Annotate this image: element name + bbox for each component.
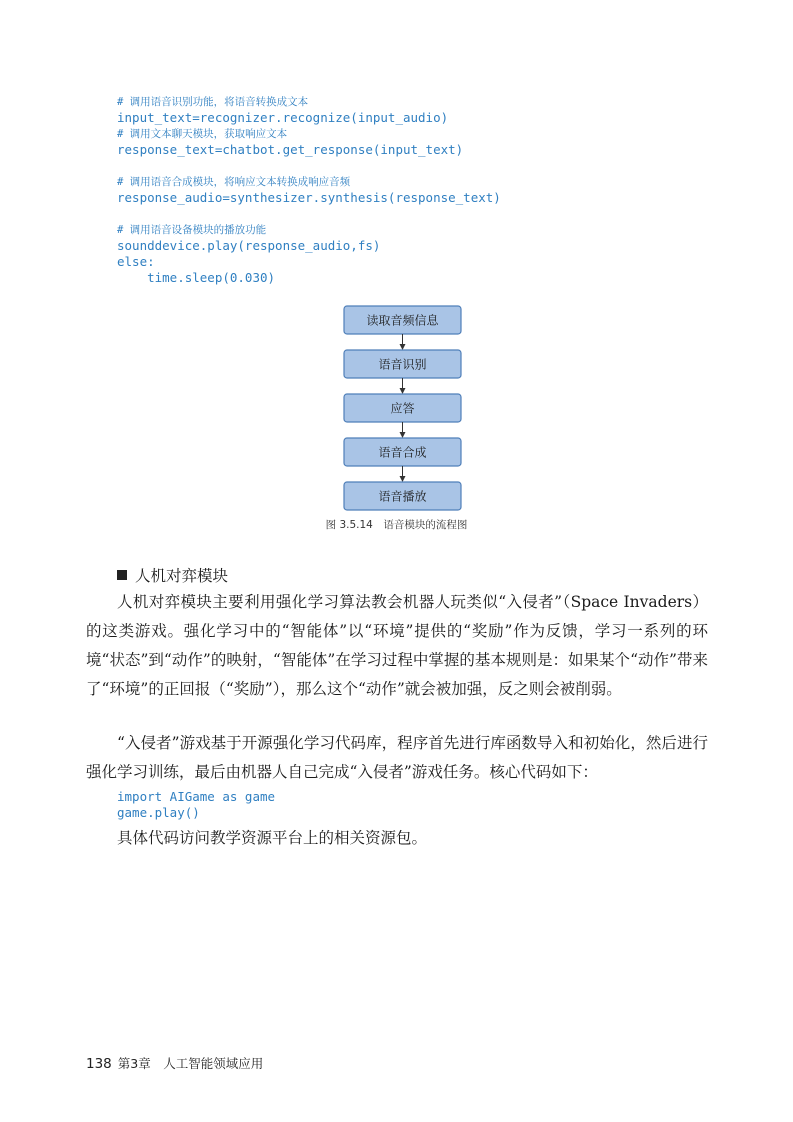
code-line: input_text=recognizer.recognize(input_audio) <box>117 110 449 125</box>
code-line: sounddevice.play(response_audio,fs) <box>117 238 381 253</box>
flow-label: 读取音频信息 <box>366 313 439 328</box>
code-block-game <box>117 789 275 821</box>
code-line: import AIGame as game <box>117 789 276 804</box>
figure-caption: 图 3.5.14 语音模块的流程图 <box>325 519 468 531</box>
flow-step-speech-recognition <box>344 350 461 378</box>
flow-step-speech-synthesis <box>344 438 461 466</box>
code-line: response_text=chatbot.get_response(input_text) <box>117 142 464 157</box>
code-comment: # 调用语音识别功能，将语音转换成文本 <box>117 96 309 108</box>
code-line: game.play() <box>117 805 200 820</box>
paragraph-closing: 具体代码访问教学资源平台上的相关资源包。 <box>117 829 428 847</box>
section-heading <box>117 564 228 586</box>
paragraph-game: “入侵者”游戏基于开源强化学习代码库，程序首先进行库函数导入和初始化，然后进行强化学习训练，最后由机器人自己完成“入侵者”游戏任务。核心代码如下： <box>86 734 708 781</box>
flow-label: 语音播放 <box>378 489 427 504</box>
code-comment: # 调用文本聊天模块，获取响应文本 <box>117 128 288 140</box>
code-line: response_audio=synthesizer.synthesis(response_text) <box>117 190 501 205</box>
flow-step-speech-playback <box>344 482 461 510</box>
flow-label: 语音合成 <box>378 445 427 460</box>
voice-module-flowchart <box>336 302 476 516</box>
section-heading-text: 人机对弈模块 <box>135 567 229 585</box>
flow-step-response <box>344 394 461 422</box>
bullet-square-icon <box>117 570 127 580</box>
chapter-title: 第3章 人工智能领域应用 <box>117 1056 264 1071</box>
code-comment: # 调用语音合成模块，将响应文本转换成响应音频 <box>117 176 351 188</box>
code-block-voice-loop <box>117 94 501 286</box>
code-comment: # 调用语音设备模块的播放功能 <box>117 224 267 236</box>
code-blank-line <box>117 206 501 222</box>
code-blank-line <box>117 158 501 174</box>
paragraph-intro: 人机对弈模块主要利用强化学习算法教会机器人玩类似“入侵者”（Space Invaders）的这类游戏。强化学习中的“智能体”以“环境”提供的“奖励”作为反馈，学习一系列的环境“状态”到“动作”的映射，“智能体”在学习过程中掌握的基本规则是：如果某个“动作”带来了“环境”的正回报（“奖励”），那么这个“动作”就会被加强，反之则会被削弱。 <box>86 593 708 698</box>
flow-label: 应答 <box>390 401 415 416</box>
flow-label: 语音识别 <box>378 357 427 372</box>
code-line: else: <box>117 254 155 269</box>
code-line: time.sleep(0.030) <box>117 270 276 285</box>
flow-step-read-audio <box>344 306 461 334</box>
page-footer <box>86 1054 263 1072</box>
page-number: 138 <box>86 1056 112 1072</box>
